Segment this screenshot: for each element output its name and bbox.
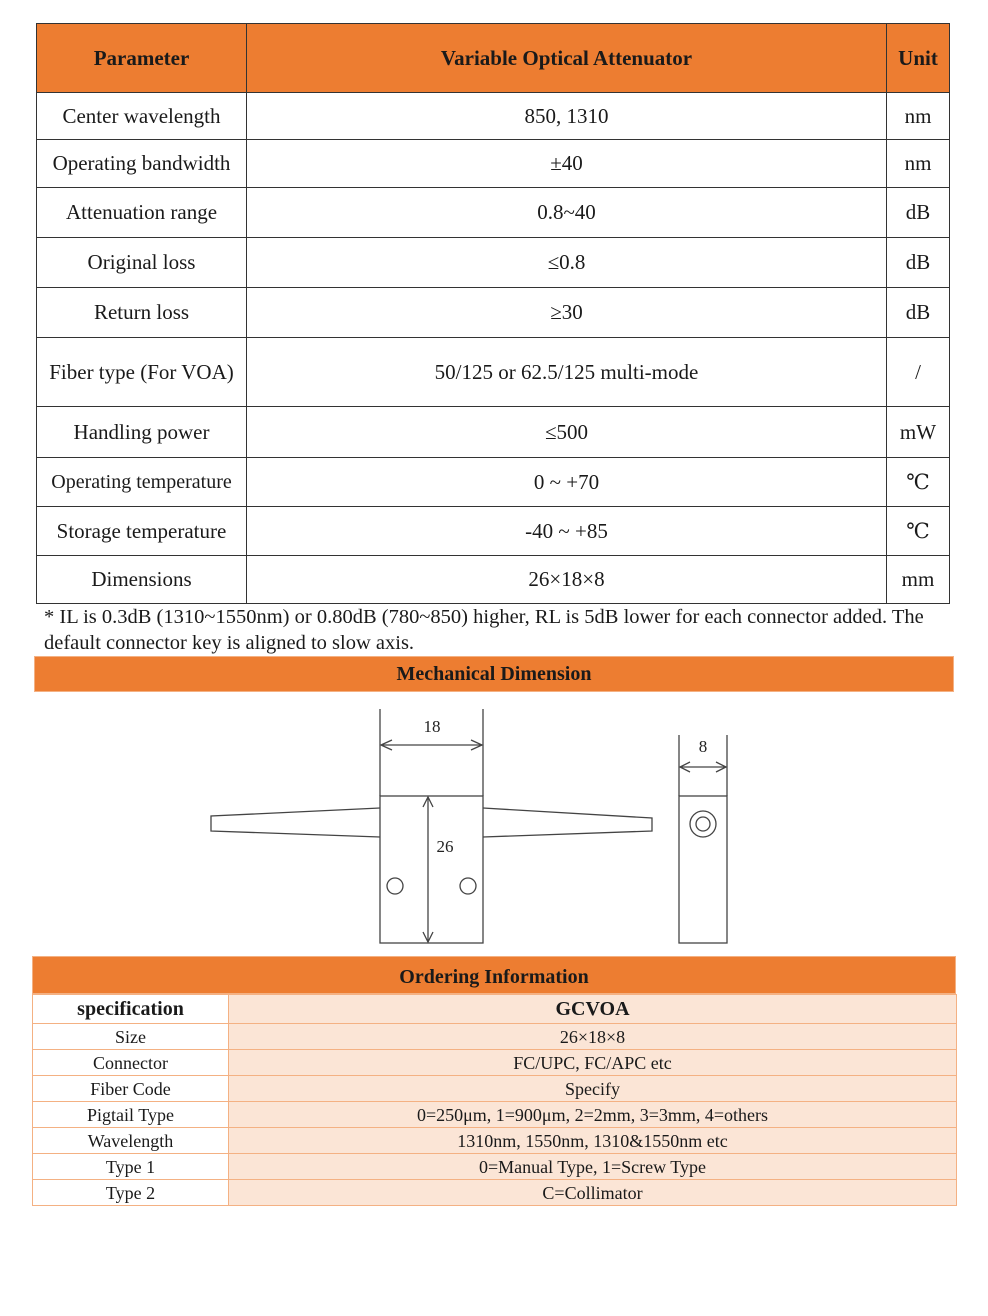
ordering-value: C=Collimator (229, 1180, 957, 1206)
spec-header-row (37, 24, 950, 93)
device-body (380, 796, 483, 943)
depth-label: 8 (698, 737, 708, 756)
spec-table (36, 23, 950, 604)
mounting-hole (460, 878, 476, 894)
header-parameter: Parameter (37, 24, 247, 93)
port-inner (696, 817, 710, 831)
ordering-header-row (33, 995, 957, 1024)
table-row (37, 458, 950, 507)
table-row (37, 288, 950, 338)
row-parameter: Operating bandwidth (37, 140, 247, 188)
header-product: Variable Optical Attenuator (247, 24, 887, 93)
ordering-table (32, 994, 957, 1206)
row-unit: nm (887, 140, 950, 188)
row-value: 0 ~ +70 (247, 458, 887, 507)
row-unit: ℃ (887, 458, 950, 507)
row-value: ≥30 (247, 288, 887, 338)
row-parameter: Center wavelength (37, 93, 247, 140)
ordering-value: 0=Manual Type, 1=Screw Type (229, 1154, 957, 1180)
mounting-hole (387, 878, 403, 894)
ordering-value: 1310nm, 1550nm, 1310&1550nm etc (229, 1128, 957, 1154)
row-parameter: Attenuation range (37, 188, 247, 238)
mechanical-dimension-title: Mechanical Dimension (34, 656, 954, 692)
length-label: 26 (436, 837, 454, 856)
product-code: GCVOA (229, 995, 957, 1024)
header-unit: Unit (887, 24, 950, 93)
table-row (33, 1180, 957, 1206)
table-row (37, 140, 950, 188)
table-row (37, 507, 950, 556)
side-view-body (679, 796, 727, 943)
row-parameter: Original loss (37, 238, 247, 288)
spec-label-header: specification (33, 995, 229, 1024)
table-row (37, 238, 950, 288)
ordering-label: Pigtail Type (33, 1102, 229, 1128)
ordering-label: Connector (33, 1050, 229, 1076)
width-label: 18 (423, 717, 441, 736)
row-unit: dB (887, 188, 950, 238)
ordering-label: Type 1 (33, 1154, 229, 1180)
table-row (33, 1128, 957, 1154)
ordering-value: 0=250μm, 1=900μm, 2=2mm, 3=3mm, 4=others (229, 1102, 957, 1128)
row-parameter: Handling power (37, 407, 247, 458)
row-value: 850, 1310 (247, 93, 887, 140)
ordering-label: Size (33, 1024, 229, 1050)
row-unit: dB (887, 288, 950, 338)
table-row (33, 1076, 957, 1102)
row-parameter: Fiber type (For VOA) (37, 338, 247, 407)
ordering-label: Type 2 (33, 1180, 229, 1206)
row-parameter: Operating temperature (37, 458, 247, 507)
row-value: ≤500 (247, 407, 887, 458)
row-value: ±40 (247, 140, 887, 188)
row-unit: nm (887, 93, 950, 140)
row-unit: / (887, 338, 950, 407)
row-unit: mm (887, 556, 950, 604)
row-unit: ℃ (887, 507, 950, 556)
table-row (37, 556, 950, 604)
row-parameter: Return loss (37, 288, 247, 338)
right-pigtail (483, 808, 652, 837)
table-row (33, 1050, 957, 1076)
row-value: 50/125 or 62.5/125 multi-mode (247, 338, 887, 407)
table-row (37, 93, 950, 140)
footnote: * IL is 0.3dB (1310~1550nm) or 0.80dB (780~850) higher, RL is 5dB lower for each connector added. The default connector key is aligned to slow axis. (44, 606, 924, 654)
row-unit: dB (887, 238, 950, 288)
ordering-label: Wavelength (33, 1128, 229, 1154)
table-row (37, 407, 950, 458)
row-value: 0.8~40 (247, 188, 887, 238)
row-value: -40 ~ +85 (247, 507, 887, 556)
table-row (33, 1024, 957, 1050)
ordering-value: FC/UPC, FC/APC etc (229, 1050, 957, 1076)
ordering-label: Fiber Code (33, 1076, 229, 1102)
ordering-information-title: Ordering Information (32, 956, 956, 994)
table-row (33, 1102, 957, 1128)
ordering-value: Specify (229, 1076, 957, 1102)
row-unit: mW (887, 407, 950, 458)
row-value: 26×18×8 (247, 556, 887, 604)
left-pigtail (211, 808, 380, 837)
row-parameter: Dimensions (37, 556, 247, 604)
table-row (37, 338, 950, 407)
mechanical-drawing (0, 695, 988, 950)
table-row (33, 1154, 957, 1180)
port-outer (690, 811, 716, 837)
row-value: ≤0.8 (247, 238, 887, 288)
row-parameter: Storage temperature (37, 507, 247, 556)
ordering-value: 26×18×8 (229, 1024, 957, 1050)
table-row (37, 188, 950, 238)
